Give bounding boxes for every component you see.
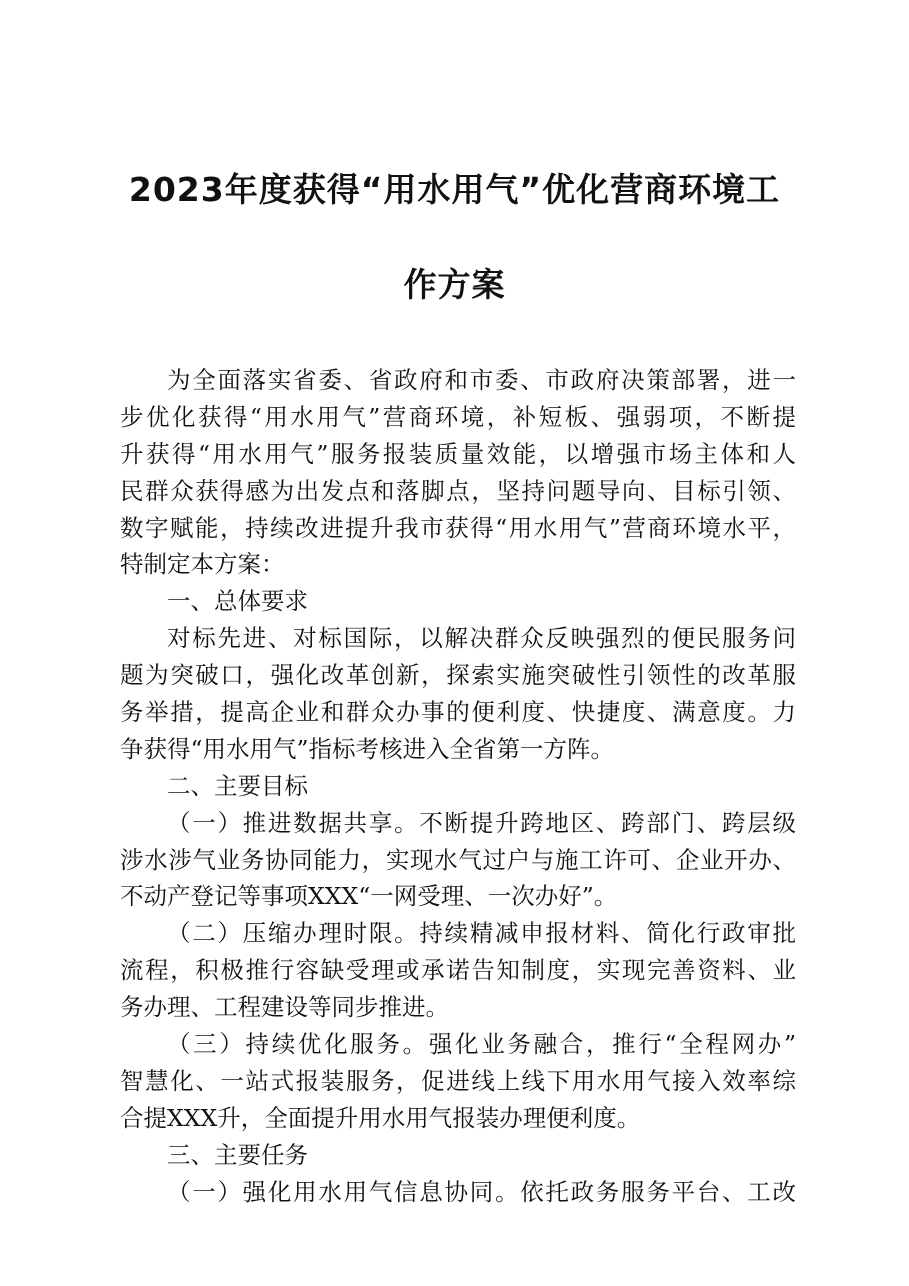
document-title-line-1: 2023年度获得“用水用气”优化营商环境工 [128,170,781,209]
body-text-line: 三、主要任务 [167,1140,308,1169]
body-text-line: 合提XXX升，全面提升用水用气报装办理便利度。 [120,1103,641,1132]
body-text-line: 题为突破口，强化改革创新，探索实施突破性引领性的改革服 [120,661,796,690]
body-text-line: 一、总体要求 [167,587,308,616]
body-text-line: 步优化获得“用水用气”营商环境，补短板、强弱项，不断提 [120,402,796,431]
body-text-line: 不动产登记等事项XXX“一网受理、一次办好”。 [120,882,618,911]
document-body [120,362,796,1210]
body-text-line: 争获得“用水用气”指标考核进入全省第一方阵。 [120,734,615,763]
body-text-line: 民群众获得感为出发点和落脚点，坚持问题导向、目标引领、 [120,476,796,505]
body-text-line: 务办理、工程建设等同步推进。 [120,993,449,1022]
body-text-line: （一）强化用水用气信息协同。依托政务服务平台、工改 [167,1177,796,1206]
body-text-line: 升获得“用水用气”服务报装质量效能，以增强市场主体和人 [120,439,796,468]
body-text-line: 流程，积极推行容缺受理或承诺告知制度，实现完善资料、业 [120,956,796,985]
body-text-line: 二、主要目标 [167,771,308,800]
body-text-line: （一）推进数据共享。不断提升跨地区、跨部门、跨层级 [167,808,796,837]
body-text-line: （三）持续优化服务。强化业务融合，推行“全程网办” [167,1030,796,1059]
body-text-line: 数字赋能，持续改进提升我市获得“用水用气”营商环境水平， [120,513,796,542]
body-text-line: 特制定本方案： [120,550,285,579]
body-text-line: 智慧化、一站式报装服务，促进线上线下用水用气接入效率综 [120,1066,796,1095]
body-text-line: 对标先进、对标国际，以解决群众反映强烈的便民服务问 [167,624,796,653]
body-text-line: 为全面落实省委、省政府和市委、市政府决策部署，进一 [167,366,796,394]
body-text-line: 务举措，提高企业和群众办事的便利度、快捷度、满意度。力 [120,698,796,727]
body-text-line: 涉水涉气业务协同能力，实现水气过户与施工许可、企业开办、 [120,845,796,874]
document-title-line-2: 作方案 [403,265,506,304]
body-text-line: （二）压缩办理时限。持续精减申报材料、简化行政审批 [167,919,796,948]
